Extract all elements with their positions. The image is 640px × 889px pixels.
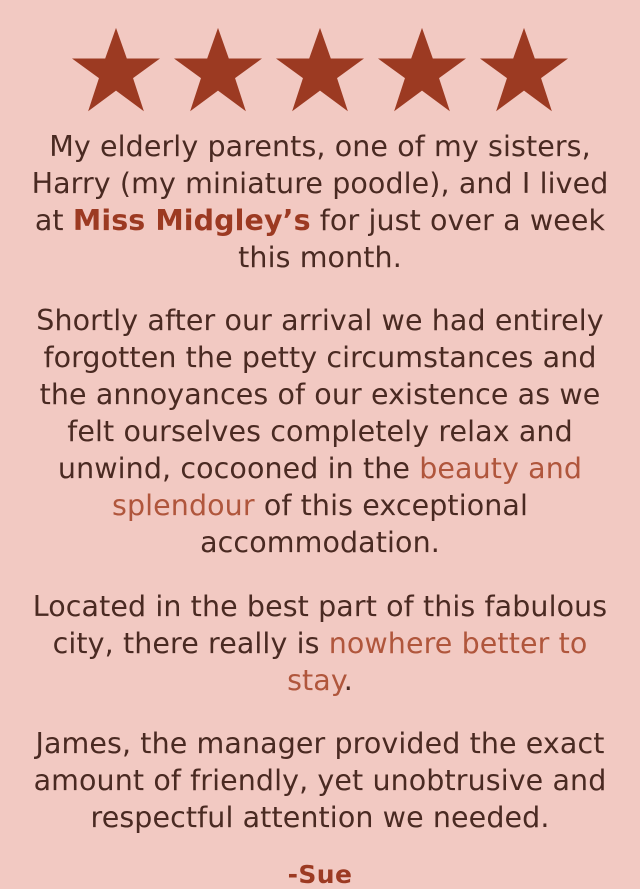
review-text <box>22 128 618 854</box>
beauty-splendour-highlight: beauty and splendour <box>112 452 583 523</box>
review-paragraph-4 <box>22 725 618 836</box>
paragraph-4-text: James, the manager provided the exact amount of friendly, yet unobtrusive and respectful attention we needed. <box>33 726 607 834</box>
star-rating <box>70 26 570 114</box>
review-signature: -Sue <box>287 859 353 889</box>
star-icon <box>478 26 570 114</box>
review-paragraph-1 <box>22 128 618 276</box>
paragraph-1-text-after: for just over a week this month. <box>238 204 606 275</box>
paragraph-1-text-before: My elderly parents, one of my sisters, Harry (my miniature poodle), and I lived at <box>31 130 609 238</box>
review-paragraph-2 <box>22 302 618 561</box>
star-icon <box>172 26 264 114</box>
star-icon <box>274 26 366 114</box>
nowhere-better-highlight: nowhere better to stay <box>287 626 588 697</box>
paragraph-3-text-after: . <box>343 663 353 697</box>
paragraph-2-text-before: Shortly after our arrival we had entirely forgotten the petty circumstances and the annoyances of our existence as we felt ourselves completely relax and unwind, cocooned in the <box>36 304 604 486</box>
review-paragraph-3 <box>22 588 618 699</box>
paragraph-2-text-after: of this exceptional accommodation. <box>200 489 528 560</box>
star-icon <box>70 26 162 114</box>
property-name-highlight: Miss Midgley’s <box>72 204 311 238</box>
star-icon <box>376 26 468 114</box>
paragraph-3-text-before: Located in the best part of this fabulous city, there really is <box>32 589 608 660</box>
